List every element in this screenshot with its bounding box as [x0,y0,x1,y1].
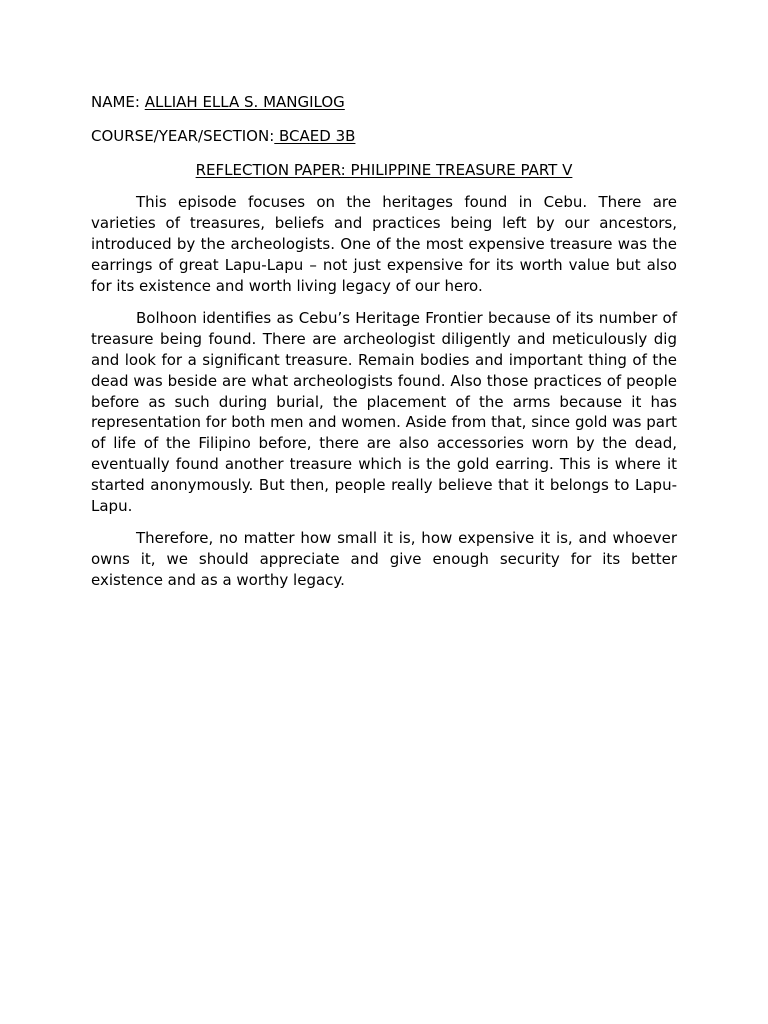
name-label: NAME: [91,93,145,111]
paper-title-text: REFLECTION PAPER: PHILIPPINE TREASURE PART V [195,160,573,179]
course-line [91,126,677,147]
course-label: COURSE/YEAR/SECTION: [91,126,275,145]
course-value: BCAED 3B [274,126,356,145]
paragraph-3: Therefore, no matter how small it is, how expensive it is, and whoever owns it, we should appreciate and give enough security for its better existence and as a worthy legacy. [91,529,677,589]
paragraph-1: This episode focuses on the heritages found in Cebu. There are varieties of treasures, beliefs and practices being left by our ancestors, introduced by the archeologists. One of the most expensive treasure was the earrings of great Lapu-Lapu – not just expensive for its worth value but also for its existence and worth living legacy of our hero. [91,193,677,295]
document-page [91,92,677,591]
paragraph-2: Bolhoon identifies as Cebu’s Heritage Frontier because of its number of treasure being found. There are archeologist diligently and meticulously dig and look for a significant treasure. Remain bodies and important thing of the dead was beside are what archeologists found. Also those practices of people before as such during burial, the placement of the arms because it has representation for both men and women. Aside from that, since gold was part of life of the Filipino before, there are also accessories worn by the dead, eventually found another treasure which is the gold earring. This is where it started anonymously. But then, people really believe that it belongs to Lapu-Lapu. [91,309,677,515]
name-value: ALLIAH ELLA S. MANGILOG [144,93,345,111]
name-line [91,92,677,113]
paper-title [91,160,677,181]
